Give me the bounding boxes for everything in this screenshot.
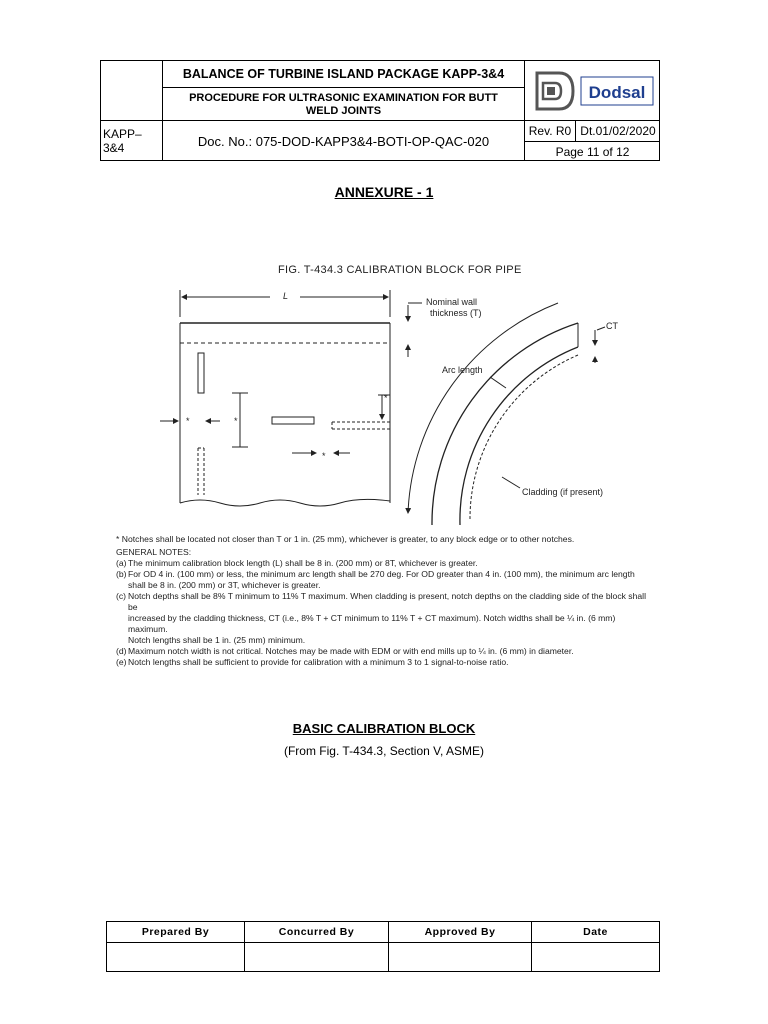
star-label-4: *: [384, 393, 388, 403]
note-e: (e) Notch lengths shall be sufficient to provide for calibration with a minimum 3 to 1 signal-to-noise ratio.: [116, 657, 509, 667]
general-notes-heading: GENERAL NOTES:: [116, 547, 192, 557]
dodsal-emblem-icon: [537, 73, 573, 109]
page-number: Page 11 of 12: [555, 144, 630, 159]
header-subtitle-line2: WELD JOINTS: [305, 104, 382, 117]
label-cladding: Cladding (if present): [522, 487, 604, 497]
figure-notes: [116, 534, 656, 668]
caption-source: (From Fig. T-434.3, Section V, ASME): [283, 744, 485, 758]
note-c: (c) Notch depths shall be 8% T minimum to 11% T maximum. When cladding is present, notch depths on the cladding side of the block shall be: [116, 591, 646, 612]
concurred-by-header: Concurred By: [278, 926, 355, 938]
note-c-cont2: Notch lengths shall be 1 in. (25 mm) minimum.: [128, 635, 306, 645]
caption-heading: BASIC CALIBRATION BLOCK: [292, 721, 476, 736]
document-number: Doc. No.: 075-DOD-KAPP3&4-BOTI-OP-QAC-020: [197, 133, 490, 149]
star-label-3: *: [322, 451, 326, 461]
revision: Rev. R0: [528, 124, 572, 138]
label-thickness: thickness (T): [430, 308, 482, 318]
logo-text: Dodsal: [588, 83, 646, 102]
header-subtitle-line1: PROCEDURE FOR ULTRASONIC EXAMINATION FOR BUTT: [189, 91, 498, 104]
label-nominal-wall: Nominal wall: [426, 297, 478, 307]
note-a: (a) The minimum calibration block length (L) shall be 8 in. (200 mm) or 8T, whichever is greater.: [116, 558, 478, 568]
figure-title: FIG. T-434.3 CALIBRATION BLOCK FOR PIPE: [278, 264, 522, 276]
note-b-cont: shall be 8 in. (200 mm) or 3T, whichever is greater.: [128, 580, 321, 590]
star-label-2: *: [234, 416, 238, 426]
note-b: (b) For OD 4 in. (100 mm) or less, the minimum arc length shall be 270 deg. For OD greater than 4 in. (100 mm), the minimum arc length: [116, 569, 635, 579]
header-subtitle: [163, 88, 524, 121]
label-L: L: [283, 291, 289, 301]
note-d: (d) Maximum notch width is not critical. Notches may be made with EDM or with end mills up to ¼ in. (6 mm) in diameter.: [116, 646, 574, 656]
prepared-by-header: Prepared By: [141, 926, 210, 938]
star-label-1: *: [186, 416, 190, 426]
date-header: Date: [583, 926, 608, 938]
approved-by-header: Approved By: [424, 926, 496, 938]
label-ct: CT: [606, 321, 618, 331]
star-note: * Notches shall be located not closer than T or 1 in. (25 mm), whichever is greater, to any block edge or to other notches.: [116, 534, 575, 544]
calibration-block-drawing: [150, 285, 620, 530]
note-c-cont1: increased by the cladding thickness, CT (i.e., 8% T + CT minimum to 11% T + CT maximum). Notch widths shall be ¼ in. (6 mm) maximum.: [128, 613, 616, 634]
header-table: [100, 60, 660, 161]
header-title: BALANCE OF TURBINE ISLAND PACKAGE KAPP-3&4: [182, 67, 505, 81]
label-arc-length: Arc length: [442, 365, 483, 375]
signature-table: [106, 921, 660, 972]
company-logo: [525, 61, 660, 121]
document-date: Dt.01/02/2020: [580, 124, 656, 138]
project-code: KAPP–3&4: [103, 127, 142, 155]
annexure-heading: ANNEXURE - 1: [334, 184, 434, 200]
